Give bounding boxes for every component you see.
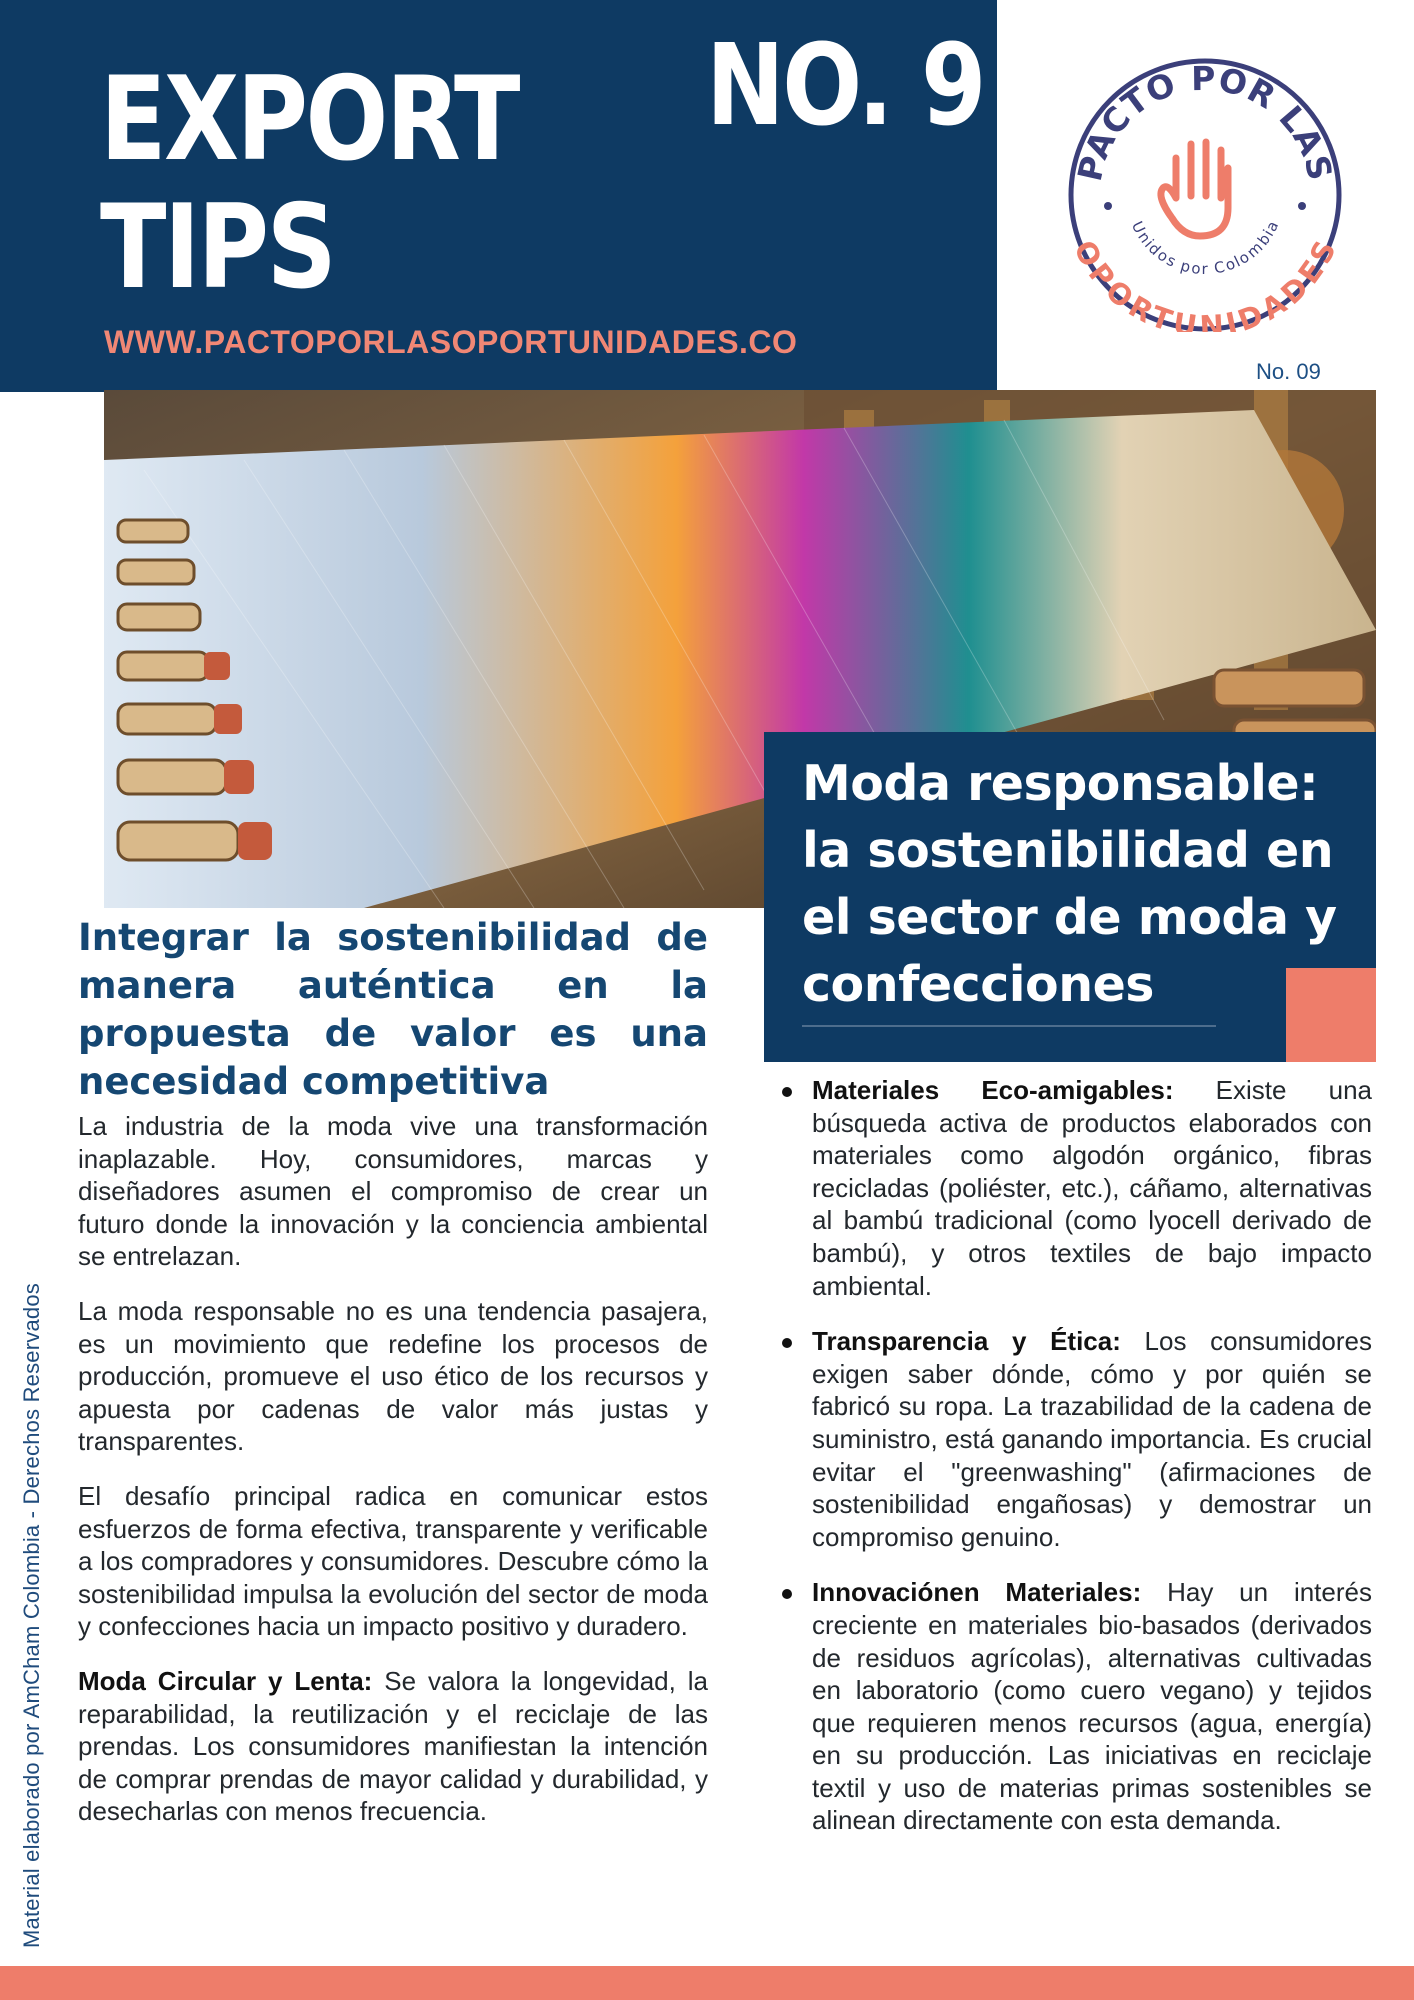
list-item-label: Transparencia y Ética: <box>812 1326 1121 1357</box>
feature-title-line: el sector de moda y <box>802 889 1337 946</box>
right-column <box>780 1074 1372 1837</box>
bullet-icon <box>782 1338 792 1348</box>
issue-number-small: No. 09 <box>1256 359 1321 384</box>
list-item-label: Materiales Eco-amigables: <box>812 1075 1174 1105</box>
feature-title-line: Moda responsable: <box>802 755 1319 812</box>
body-paragraph: La industria de la moda vive una transformación inaplazable. Hoy, consumidores, marcas y diseñadores asumen el compromiso de crear un futuro donde la innovación y la conciencia ambiental se entrelazan. <box>78 1111 708 1272</box>
pacto-logo <box>1068 58 1342 332</box>
footer-bar <box>0 1966 1414 2000</box>
section-heading <box>78 914 708 1106</box>
page-title-line-1: EXPORT <box>100 52 518 187</box>
feature-title-line: la sostenibilidad en <box>802 822 1334 879</box>
body-paragraph: La moda responsable no es una tendencia pasajera, es un movimiento que redefine los procesos de producción, promueve el uso ético de los recursos y apuesta por cadenas de valor más justas y transparentes. <box>78 1295 708 1457</box>
bullet-icon <box>782 1087 792 1097</box>
bullet-icon <box>782 1589 792 1599</box>
feature-title <box>802 750 1362 1018</box>
copyright-note: Material elaborado por AmCham Colombia - Derechos Reservados <box>19 1283 44 1948</box>
heading-line: Integrar la sostenibilidad de <box>78 916 708 959</box>
list-item <box>780 1325 1372 1553</box>
divider <box>802 1025 1216 1027</box>
list-item-text: Existe una búsqueda activa de productos elaborados con materiales como algodón orgánico, fibras recicladas (poliéster, etc.), cáñamo, alternativas al bambú tradicional (como lyocell derivado de bambú), y otros textiles de bajo impacto ambiental. <box>812 1075 1372 1301</box>
list-item <box>780 1074 1372 1302</box>
body-paragraph: El desafío principal radica en comunicar estos esfuerzos de forma efectiva, transparente y verificable a los compradores y consumidores. Descubre cómo la sostenibilidad impulsa la evolución del sector de moda y confecciones hacia un impacto positivo y duradero. <box>78 1480 708 1642</box>
accent-block <box>1286 968 1376 1062</box>
paragraph-label: Moda Circular y Lenta: <box>78 1665 373 1696</box>
issue-number: NO. 9 <box>706 21 985 151</box>
heading-line: manera auténtica en la <box>78 964 708 1007</box>
list-item-text: Los consumidores exigen saber dónde, cómo y por quién se fabricó su ropa. La trazabilidad de la cadena de suministro, está ganando importancia. Es crucial evitar el "greenwashing" (afirmaciones de sostenibilidad engañosas) y demostrar un compromiso genuino. <box>812 1326 1372 1552</box>
paragraph-text: Se valora la longevidad, la reparabilidad, la reutilización y el reciclaje de las prendas. Los consumidores manifiestan la intención de comprar prendas de mayor calidad y durabilidad, y desecharlas con menos frecuencia. <box>78 1665 708 1827</box>
page-title-line-2: TIPS <box>100 180 335 315</box>
heading-line: propuesta de valor es una <box>78 1012 708 1055</box>
circular-fashion-paragraph <box>78 1665 708 1828</box>
list-item-label: Innovaciónen Materiales: <box>812 1577 1142 1608</box>
logo-inner-text: Unidos por Colombia <box>1127 218 1283 278</box>
website-link[interactable]: WWW.PACTOPORLASOPORTUNIDADES.CO <box>104 324 798 360</box>
left-column <box>78 914 708 1828</box>
feature-title-line: confecciones <box>802 956 1154 1013</box>
list-item-text: Hay un interés creciente en materiales bio-basados (derivados de residuos agrícolas), alternativas cultivadas en laboratorio (como cuero vegano) y tejidos que requieren menos recursos (agua, energía) en su producción. Las iniciativas en reciclaje textil y uso de materias primas sostenibles se alinean directamente con esta demanda. <box>812 1577 1372 1836</box>
logo-bottom-text: OPORTUNIDADES <box>1068 235 1342 332</box>
list-item <box>780 1576 1372 1837</box>
logo-top-text: PACTO POR LAS <box>1069 58 1341 185</box>
heading-line: necesidad competitiva <box>78 1060 550 1103</box>
feature-title-box <box>764 732 1376 1062</box>
